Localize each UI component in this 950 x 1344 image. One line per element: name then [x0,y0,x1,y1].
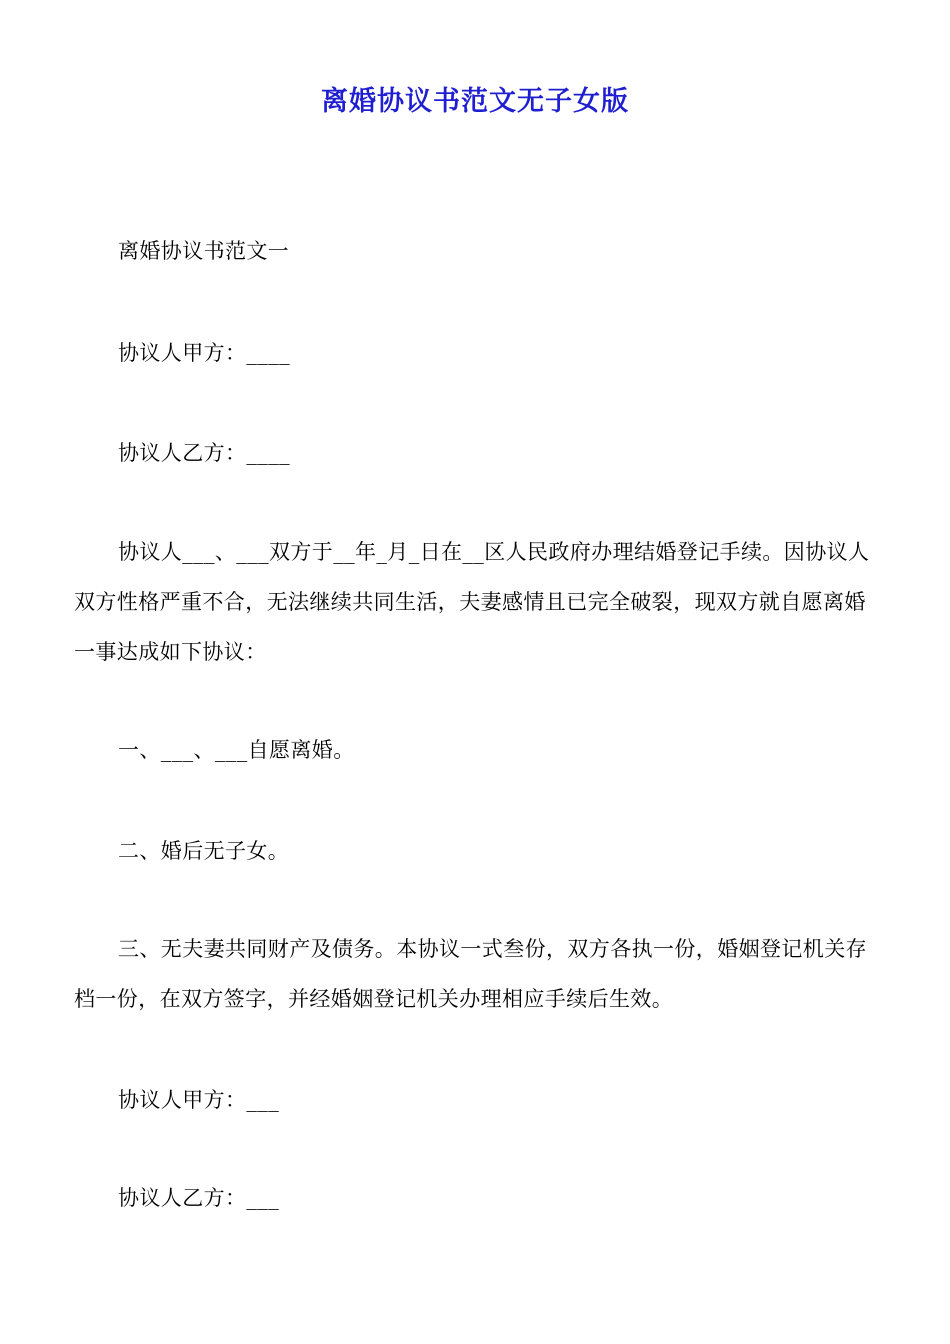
document-title: 离婚协议书范文无子女版 [321,86,629,117]
section-heading: 离婚协议书范文一 [118,239,290,263]
agreement-preamble: 协议人___、___双方于__年_月_日在__区人民政府办理结婚登记手续。因协议人双方性格严重不合，无法继续共同生活，夫妻感情且已完全破裂，现双方就自愿离婚一事达成如下协议： [74,540,870,664]
clause-2: 二、婚后无子女。 [118,839,290,863]
party-a-line: 协议人甲方：____ [118,341,290,365]
party-a-signature-line: 协议人甲方：___ [118,1088,280,1112]
clause-3: 三、无夫妻共同财产及债务。本协议一式叁份，双方各执一份，婚姻登记机关存档一份，在双方签字，并经婚姻登记机关办理相应手续后生效。 [74,937,867,1011]
clause-1: 一、___、___自愿离婚。 [118,738,355,762]
party-b-line: 协议人乙方：____ [118,441,290,465]
party-b-signature-line: 协议人乙方：___ [118,1186,280,1210]
